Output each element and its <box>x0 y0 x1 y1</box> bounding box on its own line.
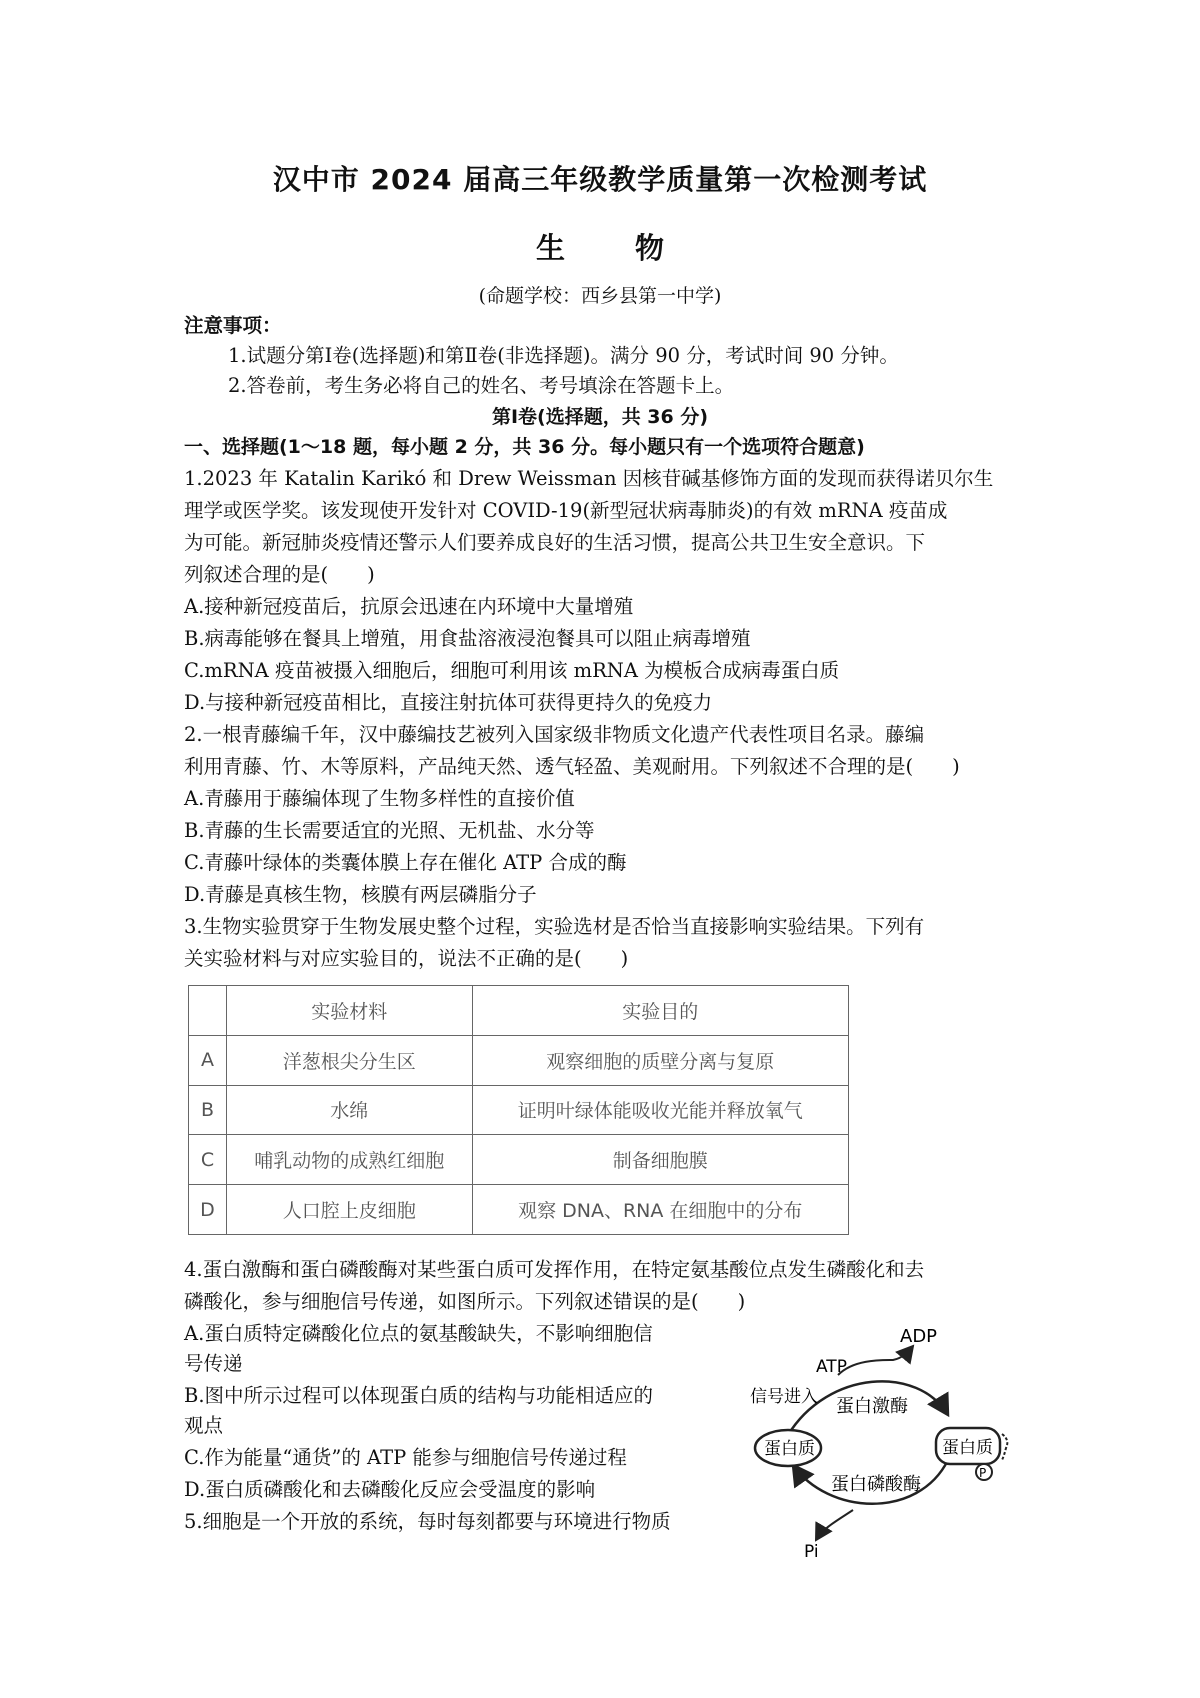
table-header-cell: 实验材料 <box>226 986 472 1036</box>
table-cell: 证明叶绿体能吸收光能并释放氧气 <box>472 1085 848 1135</box>
protein-left-label: 蛋白质 <box>764 1439 815 1459</box>
table-header-row <box>189 986 849 1036</box>
kinase-label: 蛋白激酶 <box>836 1396 908 1417</box>
q2-option-a: A.青藤用于藤编体现了生物多样性的直接价值 <box>184 787 575 810</box>
table-cell: A <box>189 1035 227 1085</box>
atp-label: ATP <box>816 1357 847 1377</box>
table-header-cell: 实验目的 <box>472 986 848 1036</box>
q3-stem: 关实验材料与对应实验目的，说法不正确的是( ) <box>184 947 629 970</box>
adp-label: ADP <box>900 1326 938 1347</box>
phosphate-label: P <box>979 1466 987 1480</box>
table-cell: 观察 DNA、RNA 在细胞中的分布 <box>472 1185 848 1235</box>
q3-stem: 3.生物实验贯穿于生物发展史整个过程，实验选材是否恰当直接影响实验结果。下列有 <box>184 915 925 938</box>
table-row <box>189 1135 849 1185</box>
q1-stem: 为可能。新冠肺炎疫情还警示人们要养成良好的生活习惯，提高公共卫生安全意识。下 <box>184 531 926 554</box>
q4-option-a-cont: 号传递 <box>184 1352 243 1375</box>
q1-option-d: D.与接种新冠疫苗相比，直接注射抗体可获得更持久的免疫力 <box>184 691 713 714</box>
q2-option-c: C.青藤叶绿体的类囊体膜上存在催化 ATP 合成的酶 <box>184 851 627 874</box>
q1-stem: 1.2023 年 Katalin Karikó 和 Drew Weissman 因核苷碱基修饰方面的发现而获得诺贝尔生 <box>184 467 994 490</box>
atp-adp-arrow <box>838 1346 913 1375</box>
protein-right-label: 蛋白质 <box>942 1438 993 1458</box>
phosphatase-label: 蛋白磷酸酶 <box>831 1474 921 1495</box>
notice-item: 2.答卷前，考生务必将自己的姓名、考号填涂在答题卡上。 <box>228 374 735 397</box>
phosphorylation-diagram <box>748 1320 1038 1560</box>
q1-option-b: B.病毒能够在餐具上增殖，用食盐溶液浸泡餐具可以阻止病毒增殖 <box>184 627 751 650</box>
q2-stem: 2.一根青藤编千年，汉中藤编技艺被列入国家级非物质文化遗产代表性项目名录。藤编 <box>184 723 925 746</box>
q4-option-c: C.作为能量“通货”的 ATP 能参与细胞信号传递过程 <box>184 1446 627 1469</box>
table-cell: 洋葱根尖分生区 <box>226 1035 472 1085</box>
phosphate-site-icon <box>1002 1434 1007 1460</box>
table-cell: B <box>189 1085 227 1135</box>
q1-option-a: A.接种新冠疫苗后，抗原会迅速在内环境中大量增殖 <box>184 595 634 618</box>
q4-stem: 磷酸化，参与细胞信号传递，如图所示。下列叙述错误的是( ) <box>184 1290 746 1313</box>
pi-label: Pi <box>804 1542 819 1560</box>
q2-option-d: D.青藤是真核生物，核膜有两层磷脂分子 <box>184 883 537 906</box>
notice-item: 1.试题分第Ⅰ卷(选择题)和第Ⅱ卷(非选择题)。满分 90 分，考试时间 90 分钟。 <box>228 344 899 367</box>
table-cell: 哺乳动物的成熟红细胞 <box>226 1135 472 1185</box>
table-cell: 人口腔上皮细胞 <box>226 1185 472 1235</box>
table-row <box>189 1035 849 1085</box>
table-cell: D <box>189 1185 227 1235</box>
school-note: (命题学校：西乡县第一中学) <box>478 285 722 307</box>
q1-stem: 列叙述合理的是( ) <box>184 563 375 586</box>
q1-stem: 理学或医学奖。该发现使开发针对 COVID-19(新型冠状病毒肺炎)的有效 mRNA 疫苗成 <box>184 499 948 522</box>
table-row <box>189 1185 849 1235</box>
table-cell: 观察细胞的质壁分离与复原 <box>472 1035 848 1085</box>
subject-title: 生 物 <box>535 231 695 265</box>
part-heading: 一、选择题(1～18 题，每小题 2 分，共 36 分。每小题只有一个选项符合题意) <box>184 436 865 458</box>
table-cell: 水绵 <box>226 1085 472 1135</box>
q4-option-d: D.蛋白质磷酸化和去磷酸化反应会受温度的影响 <box>184 1478 596 1501</box>
notice-heading: 注意事项： <box>184 314 282 337</box>
table-header-cell <box>189 986 227 1036</box>
pi-arrow <box>816 1510 853 1540</box>
q4-stem: 4.蛋白激酶和蛋白磷酸酶对某些蛋白质可发挥作用，在特定氨基酸位点发生磷酸化和去 <box>184 1258 925 1281</box>
q4-option-b-cont: 观点 <box>184 1414 224 1437</box>
volume-heading: 第Ⅰ卷(选择题，共 36 分) <box>491 406 709 428</box>
q2-stem: 利用青藤、竹、木等原料，产品纯天然、透气轻盈、美观耐用。下列叙述不合理的是( ) <box>184 755 960 778</box>
table-row <box>189 1085 849 1135</box>
q4-option-b: B.图中所示过程可以体现蛋白质的结构与功能相适应的 <box>184 1384 654 1407</box>
q2-option-b: B.青藤的生长需要适宜的光照、无机盐、水分等 <box>184 819 595 842</box>
exam-title: 汉中市 2024 届高三年级教学质量第一次检测考试 <box>272 163 928 196</box>
experiment-table <box>188 985 849 1235</box>
table-cell: 制备细胞膜 <box>472 1135 848 1185</box>
signal-label: 信号进入 <box>750 1387 818 1407</box>
q1-option-c: C.mRNA 疫苗被摄入细胞后，细胞可利用该 mRNA 为模板合成病毒蛋白质 <box>184 659 840 682</box>
q5-stem: 5.细胞是一个开放的系统，每时每刻都要与环境进行物质 <box>184 1510 671 1533</box>
q4-option-a: A.蛋白质特定磷酸化位点的氨基酸缺失，不影响细胞信 <box>184 1322 653 1345</box>
table-cell: C <box>189 1135 227 1185</box>
